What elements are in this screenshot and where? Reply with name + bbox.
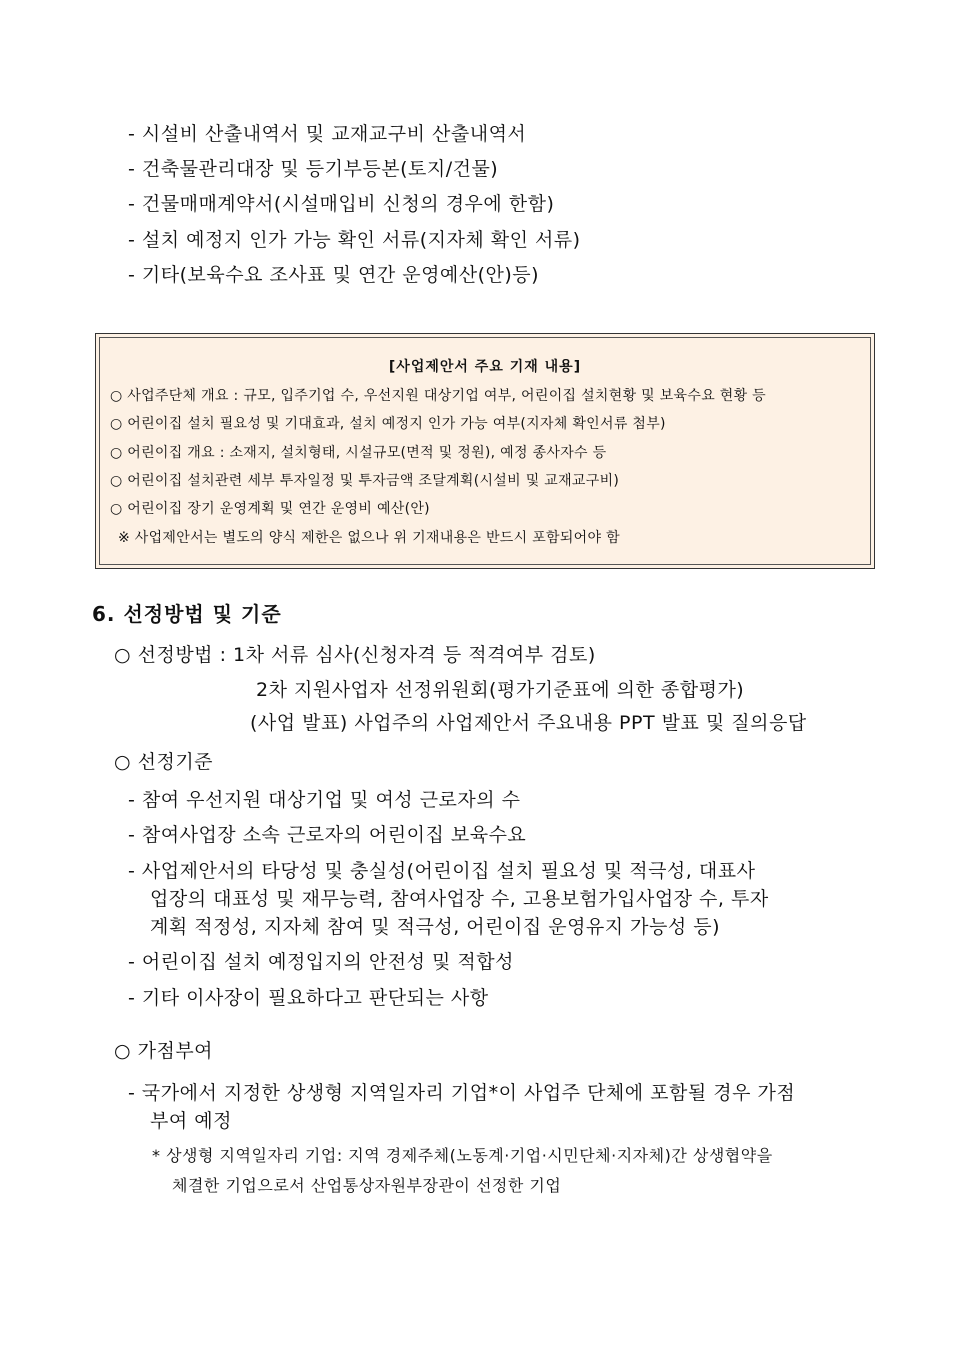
list-item: - 시설비 산출내역서 및 교재교구비 산출내역서: [128, 123, 527, 145]
box-title: [사업제안서 주요 기재 내용]: [388, 359, 582, 375]
box-item: ○ 어린이집 개요 : 소재지, 설치형태, 시설규모(면적 및 정원), 예정 종사자수 등: [110, 445, 607, 461]
list-item: - 건물매매계약서(시설매입비 신청의 경우에 한함): [128, 193, 555, 215]
proposal-contents-box: [95, 333, 875, 569]
section-heading: 6. 선정방법 및 기준: [92, 602, 282, 626]
bonus-title: ○ 가점부여: [114, 1040, 214, 1062]
selection-method-line: ○ 선정방법 : 1차 서류 심사(신청자격 등 적격여부 검토): [114, 644, 596, 666]
criteria-title: ○ 선정기준: [114, 751, 214, 773]
box-item: ○ 어린이집 장기 운영계획 및 연간 운영비 예산(안): [110, 501, 430, 517]
criteria-item: - 기타 이사장이 필요하다고 판단되는 사항: [128, 987, 489, 1009]
box-item: ○ 사업주단체 개요 : 규모, 입주기업 수, 우선지원 대상기업 여부, 어린이집 설치현황 및 보육수요 현황 등: [110, 388, 766, 404]
footnote-cont: 체결한 기업으로서 산업통상자원부장관이 선정한 기업: [172, 1176, 562, 1195]
box-note: ※ 사업제안서는 별도의 양식 제한은 없으나 위 기재내용은 반드시 포함되어야 함: [118, 530, 620, 546]
criteria-item: - 어린이집 설치 예정입지의 안전성 및 적합성: [128, 951, 514, 973]
bonus-item: - 국가에서 지정한 상생형 지역일자리 기업*이 사업주 단체에 포함될 경우 가점: [128, 1082, 796, 1104]
criteria-item: - 참여사업장 소속 근로자의 어린이집 보육수요: [128, 824, 527, 846]
footnote: * 상생형 지역일자리 기업: 지역 경제주체(노동계·기업·시민단체·지자체)간 상생협약을: [152, 1146, 773, 1165]
list-item: - 기타(보육수요 조사표 및 연간 운영예산(안)등): [128, 264, 540, 286]
criteria-item: - 사업제안서의 타당성 및 충실성(어린이집 설치 필요성 및 적극성, 대표사: [128, 860, 756, 882]
criteria-item: - 참여 우선지원 대상기업 및 여성 근로자의 수: [128, 789, 521, 811]
bonus-item-cont: 부여 예정: [150, 1110, 232, 1132]
list-item: - 설치 예정지 인가 가능 확인 서류(지자체 확인 서류): [128, 229, 581, 251]
criteria-item-cont: 업장의 대표성 및 재무능력, 참여사업장 수, 고용보험가입사업장 수, 투자: [150, 888, 769, 910]
list-item: - 건축물관리대장 및 등기부등본(토지/건물): [128, 158, 499, 180]
selection-method-line: (사업 발표) 사업주의 사업제안서 주요내용 PPT 발표 및 질의응답: [250, 712, 807, 734]
criteria-item-cont: 계획 적정성, 지자체 참여 및 적극성, 어린이집 운영유지 가능성 등): [150, 916, 721, 938]
box-item: ○ 어린이집 설치 필요성 및 기대효과, 설치 예정지 인가 가능 여부(지자체 확인서류 첨부): [110, 416, 666, 432]
selection-method-line: 2차 지원사업자 선정위원회(평가기준표에 의한 종합평가): [256, 679, 745, 701]
box-item: ○ 어린이집 설치관련 세부 투자일정 및 투자금액 조달계획(시설비 및 교재교구비): [110, 473, 620, 489]
